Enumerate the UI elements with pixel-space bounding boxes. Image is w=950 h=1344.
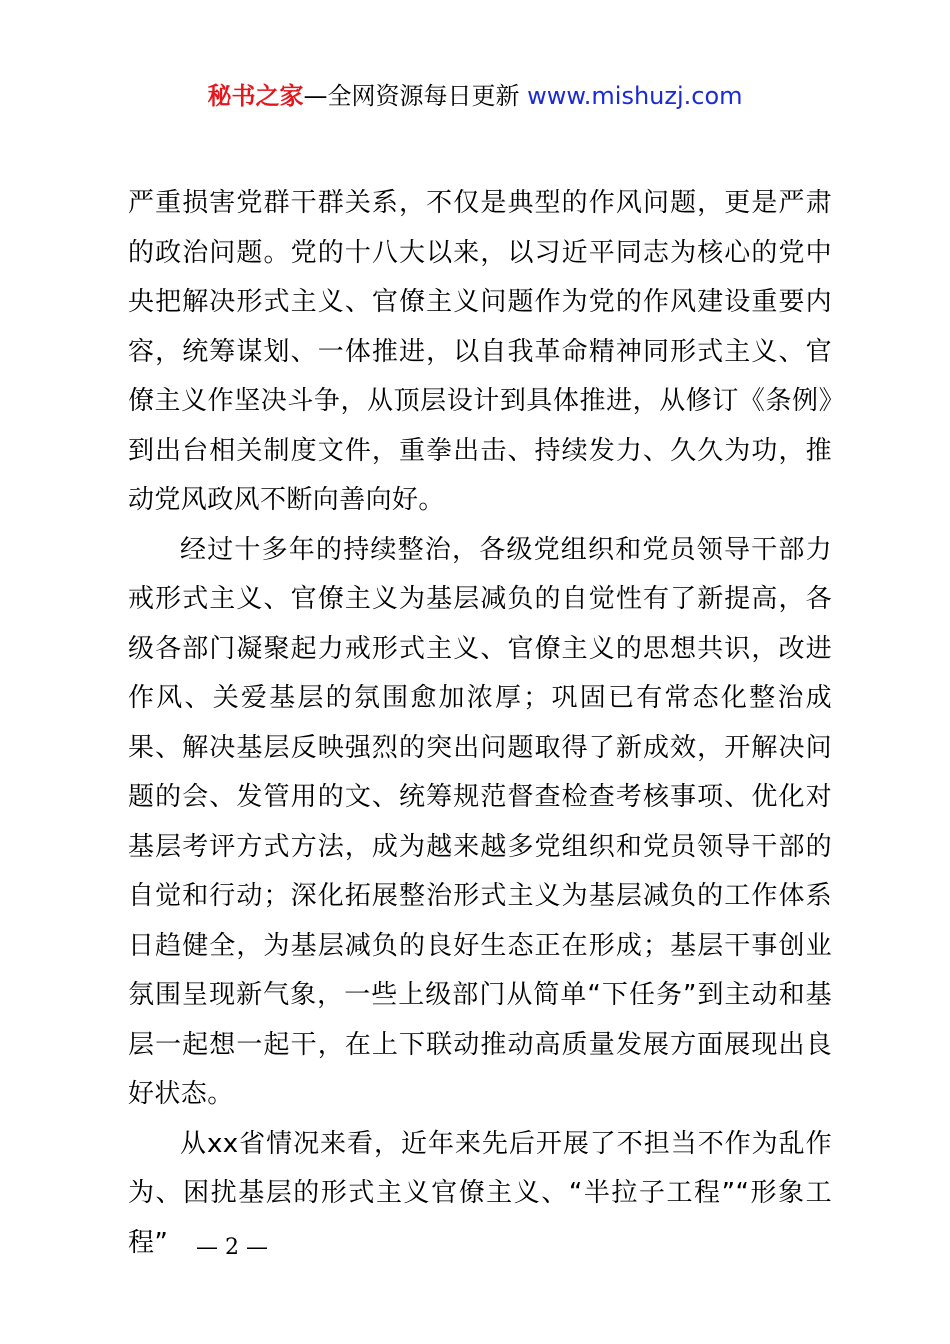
banner-tagline: —全网资源每日更新 [303, 82, 520, 110]
paragraph-3: 从xx省情况来看，近年来先后开展了不担当不作为乱作为、困扰基层的形式主义官僚主义、“半拉子工程”“形象工程” [128, 1128, 832, 1258]
site-url-link[interactable]: www.mishuzj.com [527, 82, 743, 110]
site-banner [0, 80, 950, 112]
document-body [128, 179, 832, 1268]
brand-name: 秘书之家 [207, 82, 304, 110]
page-number: — 2 — [196, 1235, 268, 1260]
paragraph-1: 严重损害党群干群关系，不仅是典型的作风问题，更是严肃的政治问题。党的十八大以来，以习近平同志为核心的党中央把解决形式主义、官僚主义问题作为党的作风建设重要内容，统筹谋划、一体推进，以自我革命精神同形式主义、官僚主义作坚决斗争，从顶层设计到具体推进，从修订《条例》到出台相关制度文件，重拳出击、持续发力、久久为功，推动党风政风不断向善向好。 [128, 188, 832, 515]
paragraph-2: 经过十多年的持续整治，各级党组织和党员领导干部力戒形式主义、官僚主义为基层减负的自觉性有了新提高，各级各部门凝聚起力戒形式主义、官僚主义的思想共识，改进作风、关爱基层的氛围愈加浓厚；巩固已有常态化整治成果、解决基层反映强烈的突出问题取得了新成效，开解决问题的会、发管用的文、统筹规范督查检查考核事项、优化对基层考评方式方法，成为越来越多党组织和党员领导干部的自觉和行动；深化拓展整治形式主义为基层减负的工作体系日趋健全，为基层减负的良好生态正在形成；基层干事创业氛围呈现新气象，一些上级部门从简单“下任务”到主动和基层一起想一起干，在上下联动推动高质量发展方面展现出良好状态。 [128, 534, 832, 1109]
